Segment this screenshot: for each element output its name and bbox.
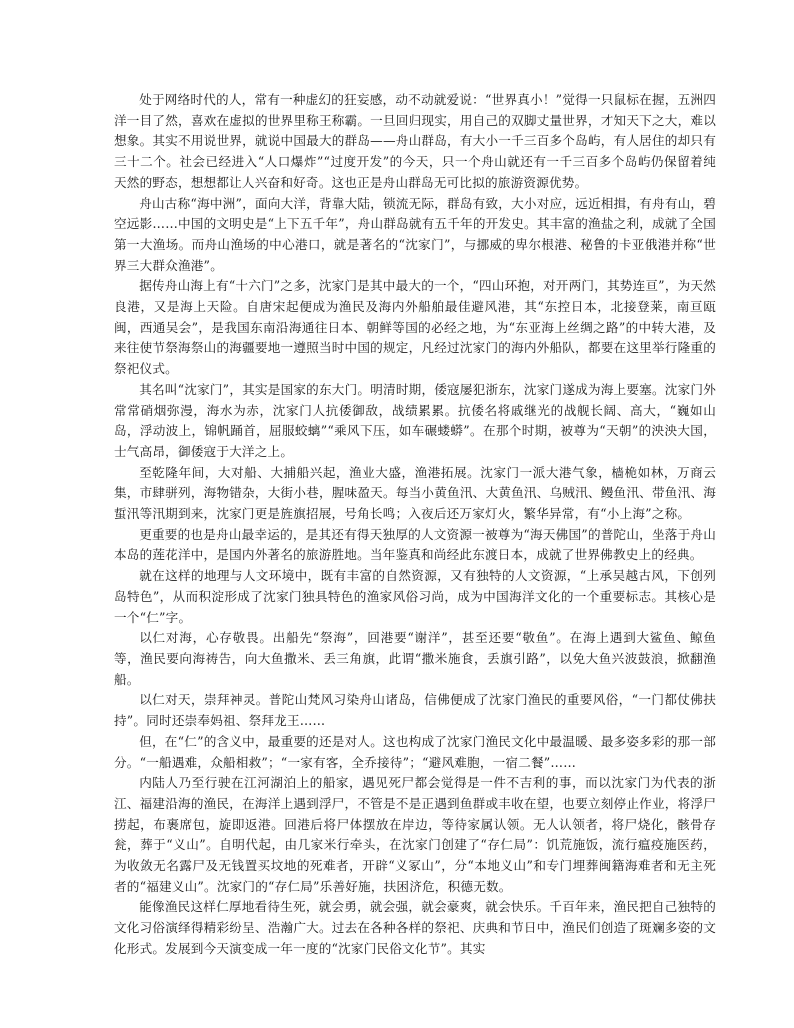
paragraph-2: 舟山古称“海中洲”，面向大洋，背靠大陆，锁流无际，群岛有致，大小对应，远近相揖，有舟有山，碧空远影……中国的文明史是“上下五千年”，舟山群岛就有五千年的开发史。其丰富的渔盐之利，成就了全国第一大渔场。而舟山渔场的中心港口，就是著名的“沈家门”，与挪威的卑尔根港、秘鲁的卡亚俄港并称“世界三大群众渔港”。 xyxy=(114,195,716,273)
paragraph-6: 更重要的也是舟山最幸运的，是其还有得天独厚的人文资源一被尊为“海天佛国”的普陀山，坐落于舟山本岛的莲花洋中，是国内外著名的旅游胜地。当年鉴真和尚经此东渡日本，成就了世界佛教史上的经典。 xyxy=(114,526,716,563)
paragraph-4: 其名叫“沈家门”，其实是国家的东大门。明清时期，倭寇屡犯浙东，沈家门遂成为海上要塞。沈家门外常常硝烟弥漫，海水为赤，沈家门人抗倭御敌，战绩累累。抗倭名将戚继光的战舰长阔、高大，“巍如山岛，浮动波上，锦帆踊首，屈服蛟螭”“乘风下压，如车碾蝼蟒”。在那个时期，被尊为“天朝”的泱泱大国，士气高昂，御倭寇于大洋之上。 xyxy=(114,381,716,459)
paragraph-1: 处于网络时代的人，常有一种虚幻的狂妄感，动不动就爱说：“世界真小！”觉得一只鼠标在握，五洲四洋一目了然，喜欢在虚拟的世界里称王称霸。一旦回归现实，用自己的双脚丈量世界，才知天下之大，难以想象。其实不用说世界，就说中国最大的群岛——舟山群岛，有大小一千三百多个岛屿，有人居住的却只有三十二个。社会已经进入“人口爆炸”“过度开发”的今天，只一个舟山就还有一千三百多个岛屿仍保留着纯天然的野态，想想都让人兴奋和好奇。这也正是舟山群岛无可比拟的旅游资源优势。 xyxy=(114,92,716,190)
paragraph-9: 以仁对天，崇拜神灵。普陀山梵风习染舟山诸岛，信佛便成了沈家门渔民的重要风俗，“一门都仗佛扶持”。同时还崇奉妈祖、祭拜龙王…… xyxy=(114,692,716,729)
paragraph-8: 以仁对海，心存敬畏。出船先“祭海”，回港要“谢洋”，甚至还要“敬鱼”。在海上遇到大鲨鱼、鲸鱼等，渔民要向海祷告，向大鱼撒米、丢三角旗，此谓“撒米施食，丢旗引路”，以免大鱼兴波鼓浪，掀翻渔船。 xyxy=(114,630,716,687)
paragraph-3: 据传舟山海上有“十六门”之多，沈家门是其中最大的一个，“四山环抱，对开两门，其势连亘”，为天然良港，又是海上天险。自唐宋起便成为渔民及海内外船舶最佳避风港，其“东控日本，北接登莱，南亘瓯闽，西通吴会”，是我国东南沿海通往日本、朝鲜等国的必经之地，为“东亚海上丝绸之路”的中转大港，及来往使节祭海祭山的海疆要地一遵照当时中国的规定，凡经过沈家门的海内外船队，都要在这里举行隆重的祭祀仪式。 xyxy=(114,278,716,377)
paragraph-11: 内陆人乃至行驶在江河湖泊上的船家，遇见死尸都会觉得是一件不吉利的事，而以沈家门为代表的浙江、福建沿海的渔民，在海洋上遇到浮尸，不管是不是正遇到鱼群或丰收在望，也要立刻停止作业，将浮尸捞起，布裹席包，旋即返港。回港后将尸体摆放在岸边，等待家属认领。无人认领者，将尸烧化，骸骨存瓮，葬于“义山”。自明代起，由几家米行牵头，在沈家门创建了“存仁局”：饥荒施饭，流行瘟疫施医药，为收敛无名露尸及无钱置买坟地的死难者，开辟“义冢山”，分“本地义山”和专门埋葬闽籍海难者和无主死者的“福建义山”。沈家门的“存仁局”乐善好施，扶困济危，积德无数。 xyxy=(114,775,716,894)
paragraph-12: 能像渔民这样仁厚地看待生死，就会勇，就会强，就会豪爽，就会快乐。千百年来，渔民把自己独特的文化习俗演绎得精彩纷呈、浩瀚广大。过去在各种各样的祭祀、庆典和节日中，渔民们创造了斑斓多姿的文化形式。发展到今天演变成一年一度的“沈家门民俗文化节”。其实 xyxy=(114,899,716,956)
paragraph-5: 至乾隆年间，大对船、大捕船兴起，渔业大盛，渔港拓展。沈家门一派大港气象，樯桅如林，万商云集，市肆骈列，海物错杂，大街小巷，腥味盈天。每当小黄鱼汛、大黄鱼汛、乌贼汛、鳗鱼汛、带鱼汛、海蜇汛等汛期到来，沈家门更是旌旗招展，号角长鸣；入夜后还万家灯火，繁华异常，有“小上海”之称。 xyxy=(114,464,716,522)
paragraph-7: 就在这样的地理与人文环境中，既有丰富的自然资源，又有独特的人文资源，“上承吴越古风，下创列岛特色”，从而积淀形成了沈家门独具特色的渔家风俗习尚，成为中国海洋文化的一个重要标志。其核心是一个“仁”字。 xyxy=(114,568,716,625)
paragraph-10: 但，在“仁”的含义中，最重要的还是对人。这也构成了沈家门渔民文化中最温暖、最多姿多彩的那一部分。“一船遇难，众船相救”；“一家有客，全乔接待”；“避风难胞，一宿二餐”…… xyxy=(114,733,716,770)
